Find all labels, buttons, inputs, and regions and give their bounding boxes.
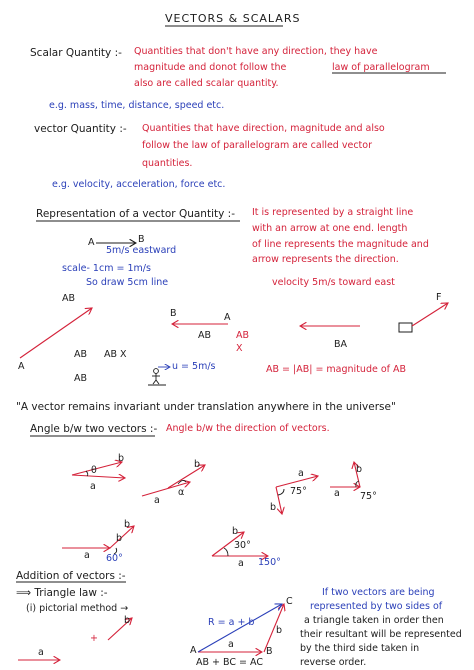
- point-b-label-2: B: [170, 308, 177, 319]
- invariant-statement: "A vector remains invariant under translation anywhere in the universe": [16, 401, 396, 413]
- angle6-b: b: [232, 526, 239, 537]
- angle2-alpha: α: [178, 487, 185, 498]
- vector-def-line3: quantities.: [142, 158, 193, 169]
- plus-sign: +: [90, 633, 98, 644]
- note-line1: If two vectors are being: [322, 587, 435, 598]
- force-arrow: [412, 303, 448, 326]
- page-title: VECTORS & SCALARS: [165, 12, 301, 25]
- vector-ba-label: BA: [334, 339, 348, 350]
- triangle-side-a-label: a: [228, 639, 234, 650]
- addition-heading: Addition of vectors :-: [16, 570, 126, 582]
- angle1-a: a: [90, 481, 96, 492]
- triangle-law-label: ⟹ Triangle law :-: [16, 587, 108, 599]
- angle5-deg: 60°: [106, 553, 123, 564]
- sep-a-label: a: [38, 647, 44, 658]
- angle3-b: b: [270, 502, 277, 513]
- triangle-side-b-label: b: [276, 625, 283, 636]
- vector-ab-label-1: AB: [62, 293, 76, 304]
- note-line2: represented by two sides of: [310, 601, 443, 612]
- angle1-b: b: [118, 453, 125, 464]
- point-a-label: A: [88, 237, 95, 248]
- note-line4: their resultant will be represented: [300, 629, 462, 640]
- scalar-def-line3: also are called scalar quantity.: [134, 78, 279, 89]
- angle-def: Angle b/w the direction of vectors.: [166, 423, 330, 434]
- note-line5: by the third side taken in: [300, 643, 420, 654]
- rep-def-line1: It is represented by a straight line: [252, 207, 414, 218]
- vector-example: e.g. velocity, acceleration, force etc.: [52, 179, 226, 190]
- rep-def-line4: arrow represents the direction.: [252, 254, 399, 265]
- stick-figure-head: [154, 369, 159, 374]
- force-box: [399, 323, 412, 332]
- angle-heading: Angle b/w two vectors :-: [30, 423, 158, 435]
- angle6-deg150: 150°: [258, 557, 281, 568]
- draw-label: So draw 5cm line: [86, 277, 169, 288]
- angle4-deg: 75°: [360, 491, 377, 502]
- angle6-deg30: 30°: [234, 540, 251, 551]
- representation-heading: Representation of a vector Quantity :-: [36, 208, 235, 220]
- magnitude-label: AB = |AB| = magnitude of AB: [266, 364, 407, 375]
- rep-def-line3: of line represents the magnitude and: [252, 239, 429, 250]
- sum-equation: AB + BC = AC: [196, 657, 263, 668]
- u-velocity-label: u = 5m/s: [172, 361, 216, 372]
- vector-ab-label-3: AB: [74, 349, 88, 360]
- point-a-label-2: A: [224, 312, 231, 323]
- cross-mark-1: AB: [236, 330, 250, 341]
- vector-ab-label-2: AB: [198, 330, 212, 341]
- point-b-label: B: [138, 234, 145, 245]
- vector-term: vector Quantity :-: [34, 123, 127, 135]
- angle2-b: b: [194, 459, 201, 470]
- angle3-deg: 75°: [290, 486, 307, 497]
- scalar-def-line2: magnitude and donot follow the: [134, 62, 287, 73]
- angle4-a: a: [334, 488, 340, 499]
- scalar-term: Scalar Quantity :-: [30, 47, 122, 59]
- note-line6: reverse order.: [300, 657, 367, 668]
- triangle-c-label: C: [286, 596, 293, 607]
- angle3-a: a: [298, 468, 304, 479]
- force-label: F: [436, 292, 442, 303]
- scalar-def-line1: Quantities that don't have any direction, they have: [134, 46, 378, 57]
- vector-def-line1: Quantities that have direction, magnitude and also: [142, 123, 385, 134]
- triangle-b-label: B: [266, 646, 273, 657]
- scale-label: scale- 1cm = 1m/s: [62, 263, 151, 274]
- speed-label: 5m/s eastward: [106, 245, 177, 256]
- rep-def-line2: with an arrow at one end. length: [252, 223, 408, 234]
- angle5-a: a: [84, 550, 90, 561]
- pictorial-method-label: (i) pictorial method →: [26, 603, 129, 614]
- note-line3: a triangle taken in order then: [304, 615, 444, 626]
- vector-ab-label-4: AB: [74, 373, 88, 384]
- resultant-label: R = a + b: [208, 617, 255, 628]
- angle6-a: a: [238, 558, 244, 569]
- velocity-label: velocity 5m/s toward east: [272, 277, 395, 288]
- vector-def-line2: follow the law of parallelogram are called vector: [142, 140, 372, 151]
- angle2-a: a: [154, 495, 160, 506]
- angle4-b: b: [356, 464, 363, 475]
- angle5-b2: b: [116, 533, 123, 544]
- triangle-a-label: A: [190, 645, 197, 656]
- cross-mark-2: X: [236, 343, 243, 354]
- angle5-b: b: [124, 519, 131, 530]
- angle1-theta: θ: [91, 465, 97, 476]
- scalar-law: law of parallelogram: [332, 62, 430, 73]
- point-a-label-3: A: [18, 361, 25, 372]
- ab-cross-label: AB X: [104, 349, 127, 360]
- scalar-example: e.g. mass, time, distance, speed etc.: [49, 100, 225, 111]
- sep-b-label: b: [124, 615, 131, 626]
